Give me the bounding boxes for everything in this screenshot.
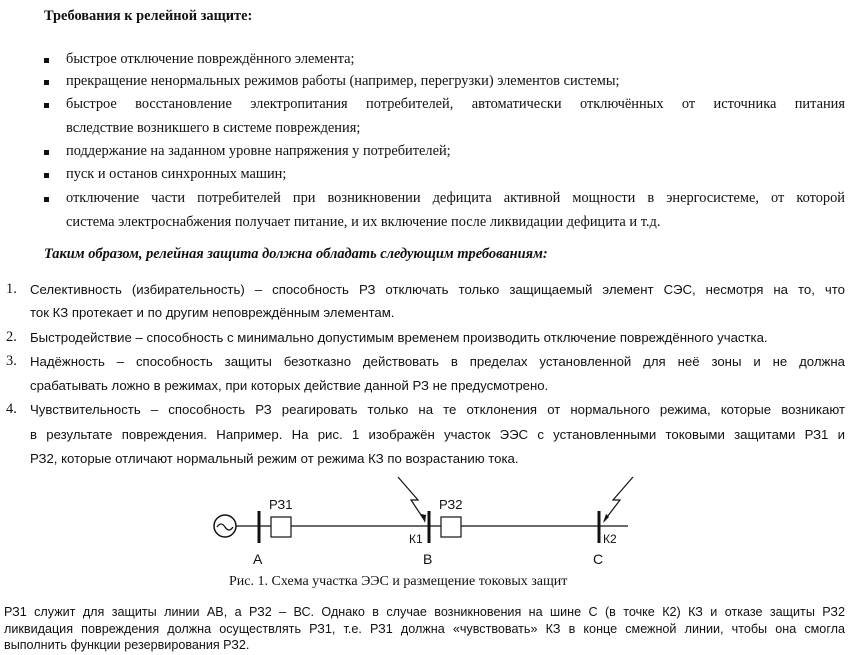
figure-caption: Рис. 1. Схема участка ЭЭС и размещение токовых защит — [229, 574, 568, 589]
footer-line-3: выполнить функции резервирования РЗ2. — [4, 638, 250, 652]
fault-arrowhead-k1 — [421, 514, 426, 523]
bullet-item-6-line-1: отключение части потребителей при возникновении дефицита активной мощности в энергосистеме, от которой — [66, 190, 845, 206]
rz2-box — [441, 517, 461, 537]
bullet-marker — [44, 58, 49, 63]
requirement-4-line-3: РЗ2, которые отличают нормальный режим от режима КЗ по возрастанию тока. — [30, 451, 519, 466]
bullet-marker — [44, 173, 49, 178]
generator-wave — [217, 524, 233, 530]
bullet-item-4: поддержание на заданном уровне напряжения у потребителей; — [66, 143, 451, 159]
bullet-item-1: быстрое отключение повреждённого элемента; — [66, 51, 355, 67]
requirement-3-line-1: Надёжность – способность защиты безотказно действовать в пределах установленной для неё зоны и не должна — [30, 354, 845, 369]
bus-a-label: А — [253, 551, 263, 567]
footer-line-2: ликвидация повреждения должна осуществлять РЗ1, т.е. РЗ1 должна «чувствовать» КЗ в конце смежной линии, чтобы она смогла — [4, 622, 845, 636]
bullet-marker — [44, 103, 49, 108]
fault-arrow-k2 — [604, 477, 633, 521]
requirement-4-line-2: в результате повреждения. Например. На рис. 1 изображён участок ЭЭС с установленными токовыми защитами РЗ1 и — [30, 427, 845, 442]
fault-arrow-k1 — [398, 477, 425, 521]
list-number: 4. — [6, 401, 17, 417]
bus-b-label: В — [423, 551, 433, 567]
list-number: 2. — [6, 329, 17, 345]
bullet-item-2: прекращение ненормальных режимов работы (например, перегрузки) элементов системы; — [66, 73, 620, 89]
rz1-label: РЗ1 — [269, 497, 293, 512]
requirement-1-line-1: Селективность (избирательность) – способность РЗ отключать только защищаемый элемент СЭС, несмотря на то, что — [30, 282, 845, 297]
rz2-label: РЗ2 — [439, 497, 463, 512]
bullet-item-3-line-1: быстрое восстановление электропитания потребителей, автоматически отключённых от источника питания — [66, 96, 845, 112]
bullet-item-6-line-2: система электроснабжения получает питание, и их включение после ликвидации дефицита и т.д. — [66, 214, 661, 230]
requirement-3-line-2: срабатывать ложно в режимах, при которых действие данной РЗ не предусмотрено. — [30, 378, 549, 393]
list-number: 3. — [6, 353, 17, 369]
footer-line-1: РЗ1 служит для защиты линии АВ, а РЗ2 – ВС. Однако в случае возникновения на шине С (в точке К2) КЗ и отказе защиты РЗ2 — [4, 605, 845, 619]
requirement-4-line-1: Чувствительность – способность РЗ реагировать только на те отклонения от нормального режима, которые возникают — [30, 402, 845, 417]
bullet-marker — [44, 197, 49, 202]
requirements-subheading: Таким образом, релейная защита должна обладать следующим требованиям: — [44, 246, 548, 262]
requirement-2-line-1: Быстродействие – способность с минимально допустимым временем производить отключение повреждённого участка. — [30, 330, 768, 345]
rz1-box — [271, 517, 291, 537]
fault-arrowhead-k2 — [603, 514, 609, 523]
section-heading: Требования к релейной защите: — [44, 8, 253, 24]
bullet-marker — [44, 80, 49, 85]
requirement-1-line-2: ток КЗ протекает и по другим неповреждённым элементам. — [30, 305, 395, 320]
bullet-item-3-line-2: вследствие возникшего в системе повреждения; — [66, 120, 361, 136]
list-number: 1. — [6, 281, 17, 297]
k2-label: К2 — [603, 532, 617, 546]
generator-icon — [214, 515, 236, 537]
bullet-marker — [44, 150, 49, 155]
bullet-item-5: пуск и останов синхронных машин; — [66, 166, 287, 182]
k1-label: К1 — [409, 532, 423, 546]
bus-c-label: С — [593, 551, 604, 567]
